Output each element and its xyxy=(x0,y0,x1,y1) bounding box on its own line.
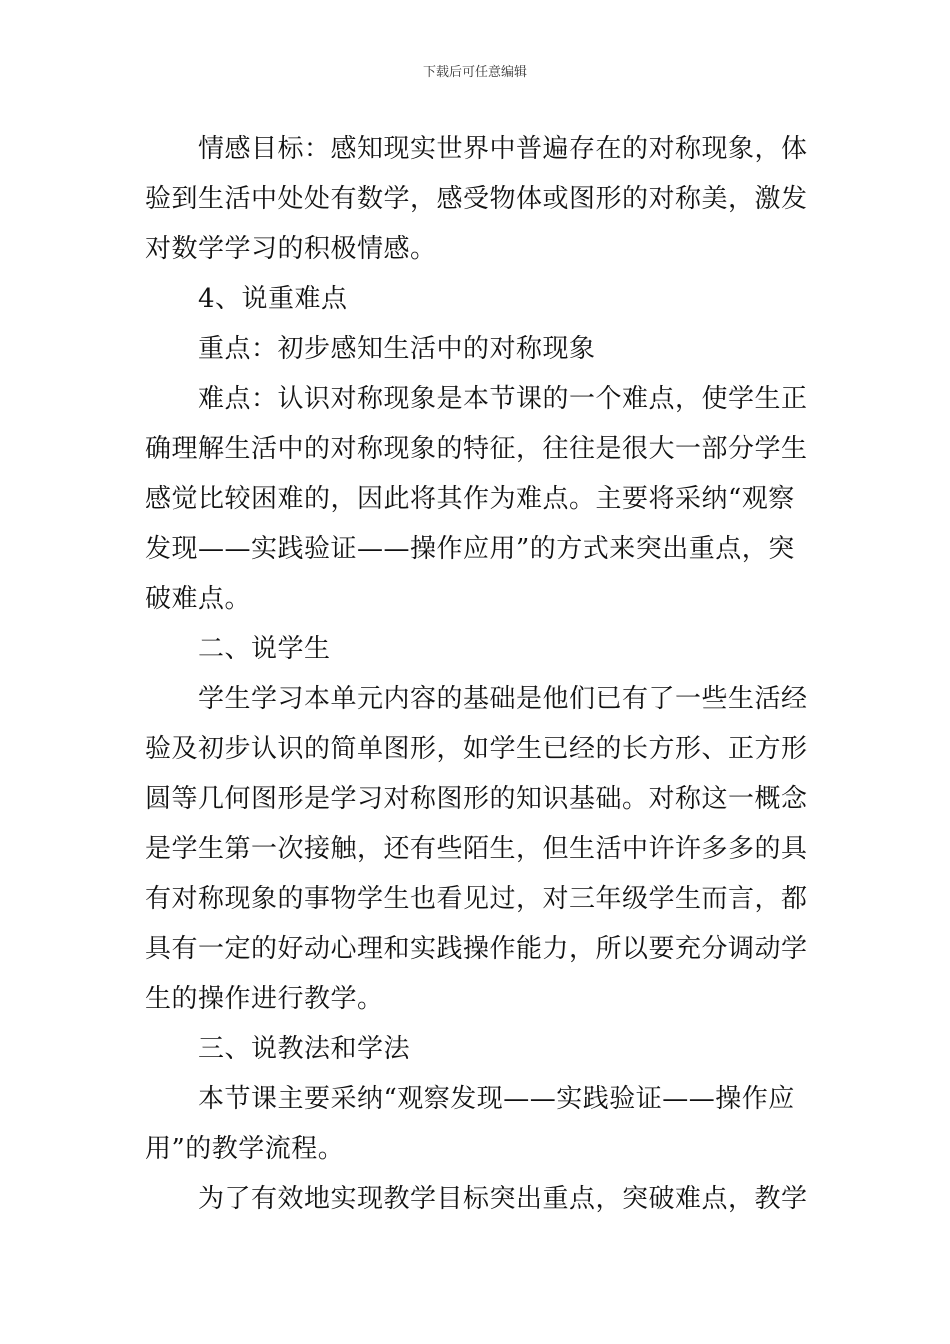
paragraph-line: 生的操作进行教学。 xyxy=(145,984,384,1014)
paragraph-line: 对数学学习的积极情感。 xyxy=(145,234,437,264)
paragraph-line: 验及初步认识的简单图形，如学生已经的长方形、正方形 xyxy=(145,734,808,764)
paragraph-line: 圆等几何图形是学习对称图形的知识基础。对称这一概念 xyxy=(145,784,808,814)
section-heading: 4、说重难点 xyxy=(198,284,348,314)
paragraph-line: 是学生第一次接触，还有些陌生，但生活中许许多多的具 xyxy=(145,834,808,864)
paragraph-line: 确理解生活中的对称现象的特征，往往是很大一部分学生 xyxy=(145,434,808,464)
paragraph-line: 具有一定的好动心理和实践操作能力，所以要充分调动学 xyxy=(145,934,808,964)
paragraph-line: 验到生活中处处有数学，感受物体或图形的对称美，激发 xyxy=(145,184,808,214)
paragraph-line: 用”的教学流程。 xyxy=(145,1134,345,1164)
paragraph-line: 为了有效地实现教学目标突出重点，突破难点，教学 xyxy=(198,1184,808,1214)
paragraph-line: 难点：认识对称现象是本节课的一个难点，使学生正 xyxy=(198,384,808,414)
paragraph-line: 重点：初步感知生活中的对称现象 xyxy=(198,334,596,364)
paragraph-line: 发现——实践验证——操作应用”的方式来突出重点，突 xyxy=(145,534,795,564)
paragraph-line: 本节课主要采纳“观察发现——实践验证——操作应 xyxy=(198,1084,795,1114)
paragraph-line: 感觉比较困难的，因此将其作为难点。主要将采纳“观察 xyxy=(145,484,795,514)
paragraph-line: 有对称现象的事物学生也看见过，对三年级学生而言，都 xyxy=(145,884,808,914)
paragraph-line: 情感目标：感知现实世界中普遍存在的对称现象，体 xyxy=(198,134,808,164)
section-heading: 二、说学生 xyxy=(198,634,331,664)
page-header: 下载后可任意编辑 xyxy=(422,65,527,80)
paragraph-line: 学生学习本单元内容的基础是他们已有了一些生活经 xyxy=(198,684,808,714)
section-heading: 三、说教法和学法 xyxy=(198,1034,411,1064)
paragraph-line: 破难点。 xyxy=(145,584,252,614)
